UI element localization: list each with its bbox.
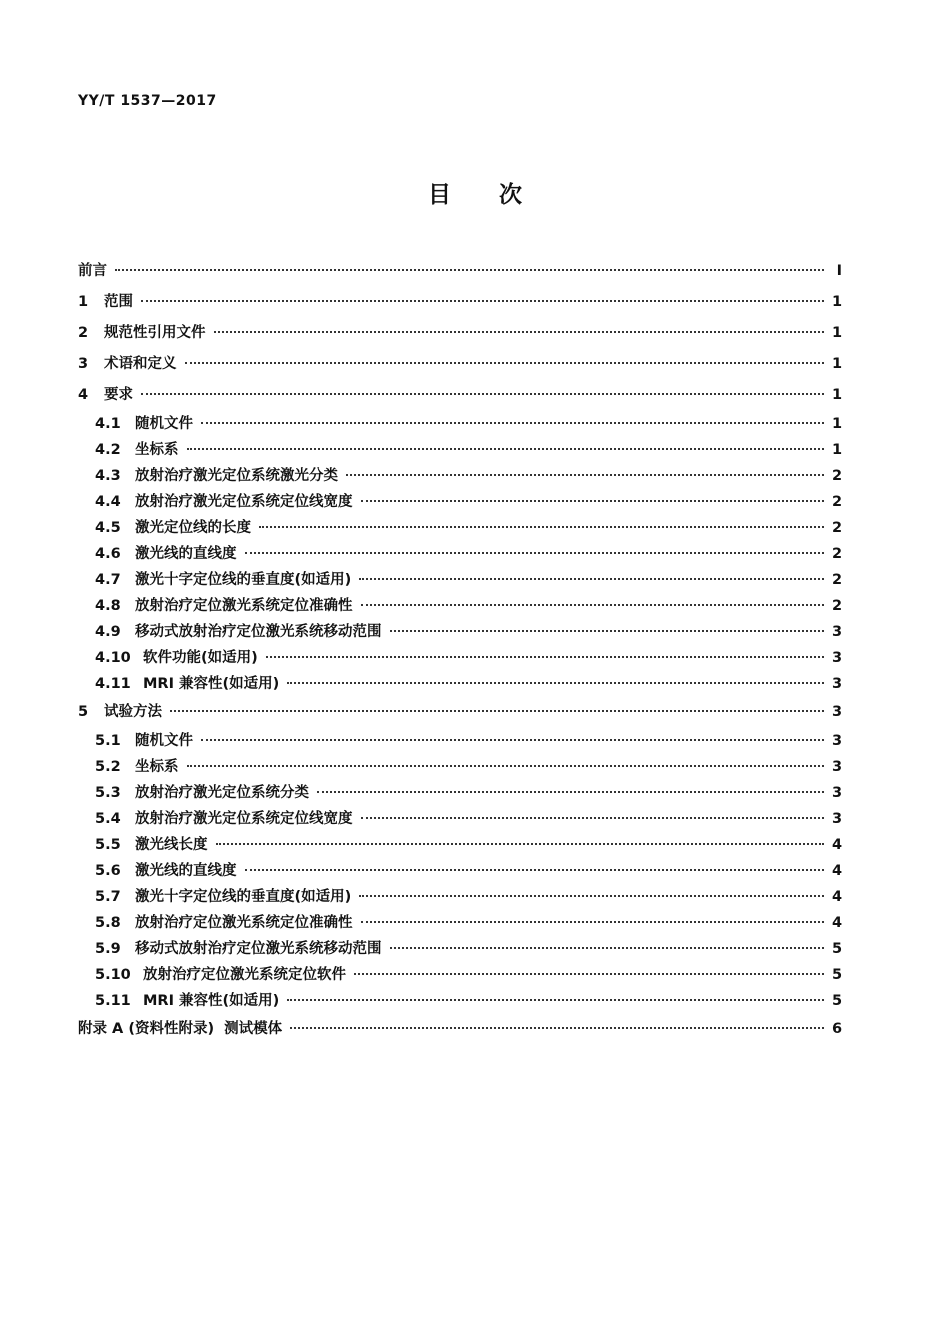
toc-entry[interactable]	[78, 380, 842, 411]
toc-entry-label: 放射治疗激光定位系统分类	[135, 785, 309, 801]
toc-entry-label: 激光线的直线度	[135, 546, 237, 562]
toc-entry-page: 2	[832, 546, 843, 562]
toc-entry-label: 规范性引用文件	[104, 325, 206, 341]
toc-entry-page: 5	[832, 941, 843, 957]
toc-entry-page: 3	[832, 624, 843, 640]
toc-entry-page: 1	[832, 294, 843, 310]
toc-entry-page: 3	[832, 650, 843, 666]
toc-entry[interactable]	[78, 349, 842, 380]
toc-entry-label: 放射治疗激光定位系统定位线宽度	[135, 494, 353, 510]
toc-entry-page: 4	[832, 837, 843, 853]
toc-entry-number: 4.1	[95, 416, 121, 432]
dot-leader	[290, 1027, 824, 1029]
toc-entry-label: 范围	[104, 294, 133, 310]
dot-leader	[201, 422, 824, 424]
toc-entry-page: 2	[832, 520, 843, 536]
toc-entry-number: 4.7	[95, 572, 121, 588]
toc-subentry[interactable]	[78, 832, 842, 858]
toc-subentry[interactable]	[78, 936, 842, 962]
toc-entry-page: 5	[832, 993, 843, 1009]
toc-entry-page: 2	[832, 494, 843, 510]
dot-leader	[201, 739, 824, 741]
dot-leader	[245, 552, 825, 554]
toc-subentry[interactable]	[78, 567, 842, 593]
toc-entry[interactable]	[78, 287, 842, 318]
dot-leader	[361, 604, 825, 606]
toc-entry-page: 4	[832, 889, 843, 905]
toc-entry-page: 3	[832, 704, 843, 720]
dot-leader	[361, 817, 825, 819]
toc-entry-label: MRI 兼容性(如适用)	[143, 676, 280, 692]
toc-entry-number: 1	[78, 294, 89, 310]
toc-subentry[interactable]	[78, 593, 842, 619]
toc-subentry[interactable]	[78, 754, 842, 780]
dot-leader	[346, 474, 824, 476]
toc-entry-number: 3	[78, 356, 89, 372]
toc-entry-number: 5.5	[95, 837, 121, 853]
toc-entry[interactable]	[78, 318, 842, 349]
toc-entry-number: 5.8	[95, 915, 121, 931]
toc-entry-number: 5.1	[95, 733, 121, 749]
toc-entry-label: 激光线的直线度	[135, 863, 237, 879]
toc-subentry[interactable]	[78, 962, 842, 988]
toc-entry-page: 1	[832, 442, 843, 458]
dot-leader	[390, 947, 825, 949]
toc-entry-page: 2	[832, 572, 843, 588]
toc-entry-number: 4.3	[95, 468, 121, 484]
dot-leader	[361, 500, 825, 502]
toc-entry-page: 1	[832, 325, 843, 341]
title-char-2: 次	[499, 182, 522, 208]
toc-entry-page: 3	[832, 676, 843, 692]
toc-subentry[interactable]	[78, 780, 842, 806]
toc-entry-label: MRI 兼容性(如适用)	[143, 993, 280, 1009]
page-title	[0, 176, 950, 209]
toc-entry-label: 移动式放射治疗定位激光系统移动范围	[135, 624, 382, 640]
toc-entry-page: 2	[832, 598, 843, 614]
toc-subentry[interactable]	[78, 489, 842, 515]
toc-entry-number: 5.7	[95, 889, 121, 905]
toc-entry-number: 4	[78, 387, 89, 403]
toc-entry-number: 5.6	[95, 863, 121, 879]
toc-entry-label: 放射治疗定位激光系统定位软件	[143, 967, 346, 983]
toc-entry-label: 放射治疗激光定位系统定位线宽度	[135, 811, 353, 827]
dot-leader	[245, 869, 825, 871]
table-of-contents	[78, 256, 842, 1045]
toc-subentry[interactable]	[78, 858, 842, 884]
dot-leader	[287, 682, 824, 684]
toc-entry-label: 激光十字定位线的垂直度(如适用)	[135, 889, 352, 905]
dot-leader	[361, 921, 825, 923]
toc-entry-page: 4	[832, 863, 843, 879]
toc-entry-page: 3	[832, 811, 843, 827]
toc-subentry[interactable]	[78, 541, 842, 567]
dot-leader	[259, 526, 824, 528]
toc-entry-number: 2	[78, 325, 89, 341]
dot-leader	[287, 999, 824, 1001]
toc-entry-number: 4.6	[95, 546, 121, 562]
toc-entry-number: 4.9	[95, 624, 121, 640]
toc-entry-page: 4	[832, 915, 843, 931]
dot-leader	[354, 973, 824, 975]
toc-entry-label: 坐标系	[135, 442, 179, 458]
toc-entry-page: 1	[832, 387, 843, 403]
dot-leader	[359, 578, 824, 580]
toc-entry-foreword[interactable]	[78, 256, 842, 287]
toc-entry-label: 放射治疗激光定位系统激光分类	[135, 468, 338, 484]
toc-entry-annex-a[interactable]	[78, 1014, 842, 1045]
toc-entry-label: 放射治疗定位激光系统定位准确性	[135, 598, 353, 614]
toc-entry-label: 随机文件	[135, 733, 193, 749]
toc-entry-number: 5	[78, 704, 89, 720]
dot-leader	[317, 791, 824, 793]
toc-entry-page: 2	[832, 468, 843, 484]
toc-entry-number: 5.3	[95, 785, 121, 801]
dot-leader	[266, 656, 824, 658]
toc-entry-number: 4.4	[95, 494, 121, 510]
toc-entry-page: 5	[832, 967, 843, 983]
toc-entry-number: 4.10	[95, 650, 131, 666]
toc-entry-number: 5.11	[95, 993, 131, 1009]
toc-subentry[interactable]	[78, 728, 842, 754]
dot-leader	[187, 448, 825, 450]
toc-entry-page: 3	[832, 785, 843, 801]
toc-entry-label: 随机文件	[135, 416, 193, 432]
toc-subentry[interactable]	[78, 411, 842, 437]
toc-entry-label: 术语和定义	[104, 356, 177, 372]
toc-entry-label: 激光定位线的长度	[135, 520, 251, 536]
title-char-1: 目	[428, 182, 451, 208]
toc-entry-number: 4.5	[95, 520, 121, 536]
toc-entry-page: I	[836, 263, 842, 279]
toc-entry-page: 3	[832, 733, 843, 749]
dot-leader	[141, 300, 824, 302]
toc-entry-label: 坐标系	[135, 759, 179, 775]
toc-subentry[interactable]	[78, 437, 842, 463]
toc-entry-label: 激光十字定位线的垂直度(如适用)	[135, 572, 352, 588]
toc-entry-label: 激光线长度	[135, 837, 208, 853]
toc-subentry[interactable]	[78, 988, 842, 1014]
toc-entry-page: 6	[832, 1021, 843, 1037]
toc-subentry[interactable]	[78, 645, 842, 671]
toc-subentry[interactable]	[78, 806, 842, 832]
dot-leader	[185, 362, 825, 364]
toc-entry-number: 5.2	[95, 759, 121, 775]
toc-entry-label: 软件功能(如适用)	[143, 650, 258, 666]
toc-subentry[interactable]	[78, 619, 842, 645]
toc-subentry[interactable]	[78, 884, 842, 910]
toc-entry-number: 5.4	[95, 811, 121, 827]
dot-leader	[141, 393, 824, 395]
standard-code: YY/T 1537—2017	[78, 93, 217, 109]
toc-entry[interactable]	[78, 697, 842, 728]
toc-subentry[interactable]	[78, 515, 842, 541]
toc-entry-page: 1	[832, 356, 843, 372]
toc-subentry[interactable]	[78, 910, 842, 936]
toc-subentry[interactable]	[78, 671, 842, 697]
dot-leader	[187, 765, 825, 767]
dot-leader	[170, 710, 824, 712]
toc-entry-label: 要求	[104, 387, 133, 403]
toc-entry-label: 放射治疗定位激光系统定位准确性	[135, 915, 353, 931]
toc-entry-number: 4.8	[95, 598, 121, 614]
dot-leader	[214, 331, 825, 333]
toc-entry-number: 5.9	[95, 941, 121, 957]
dot-leader	[216, 843, 825, 845]
toc-entry-page: 3	[832, 759, 843, 775]
toc-subentry[interactable]	[78, 463, 842, 489]
dot-leader	[390, 630, 825, 632]
toc-entry-number: 5.10	[95, 967, 131, 983]
toc-entry-label: 试验方法	[104, 704, 162, 720]
toc-entry-number: 4.11	[95, 676, 131, 692]
toc-entry-label: 移动式放射治疗定位激光系统移动范围	[135, 941, 382, 957]
toc-entry-label: 附录 A (资料性附录) 测试模体	[78, 1021, 283, 1037]
dot-leader	[359, 895, 824, 897]
toc-entry-number: 4.2	[95, 442, 121, 458]
dot-leader	[115, 269, 824, 271]
toc-entry-label: 前言	[78, 263, 107, 279]
toc-entry-page: 1	[832, 416, 843, 432]
